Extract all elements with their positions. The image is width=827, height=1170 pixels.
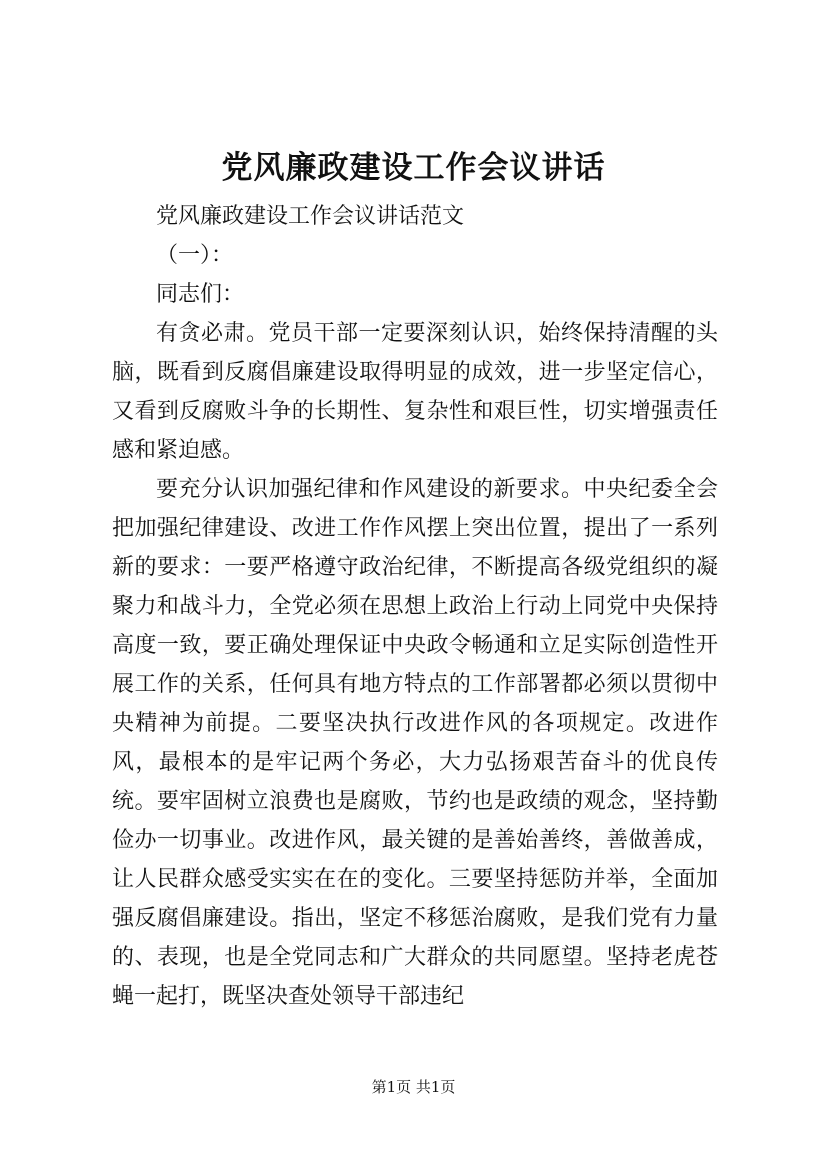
document-body bbox=[112, 197, 718, 1016]
paragraph: 有贪必肃。党员干部一定要深刻认识，始终保持清醒的头脑，既看到反腐倡廉建设取得明显的成效，进一步坚定信心，又看到反腐败斗争的长期性、复杂性和艰巨性，切实增强责任感和紧迫感。 bbox=[112, 321, 718, 463]
salutation: 同志们： bbox=[156, 282, 245, 307]
document-title: 党风廉政建设工作会议讲话 bbox=[221, 150, 606, 186]
paragraph: 要充分认识加强纪律和作风建设的新要求。中央纪委全会把加强纪律建设、改进工作作风摆上突出位置，提出了一系列新的要求：一要严格遵守政治纪律，不断提高各级党组织的凝聚力和战斗力，全党必须在思想上政治上行动上同党中央保持高度一致，要正确处理保证中央政令畅通和立足实际创造性开展工作的关系，任何具有地方特点的工作部署都必须以贯彻中央精神为前提。二要坚决执行改进作风的各项规定。改进作风，最根本的是牢记两个务必，大力弘扬艰苦奋斗的优良传统。要牢固树立浪费也是腐败，节约也是政绩的观念，坚持勤俭办一切事业。改进作风，最关键的是善始善终，善做善成，让人民群众感受实实在在的变化。三要坚持惩防并举，全面加强反腐倡廉建设。指出，坚定不移惩治腐败，是我们党有力量的、表现，也是全党同志和广大群众的共同愿望。坚持老虎苍蝇一起打，既坚决查处领导干部违纪 bbox=[112, 477, 718, 1009]
section-marker: （一）： bbox=[156, 243, 234, 268]
page-footer: 第1页 共1页 bbox=[371, 1078, 456, 1096]
document-subtitle: 党风廉政建设工作会议讲话范文 bbox=[156, 204, 465, 229]
